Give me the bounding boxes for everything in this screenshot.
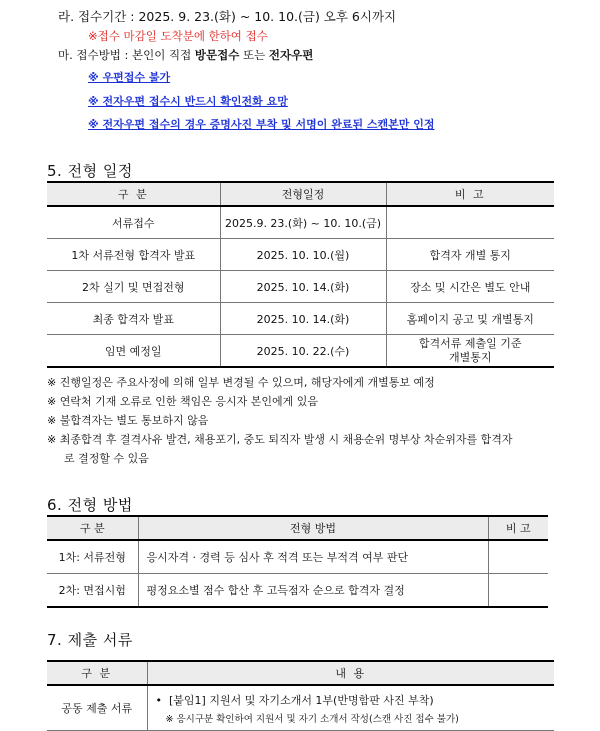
cell-category: 1차 서류전형 합격자 발표 (47, 239, 220, 271)
cell-remark: 장소 및 시간은 별도 안내 (386, 271, 554, 303)
table-row (47, 303, 554, 335)
method-mid: 또는 (239, 48, 269, 62)
header-category: 구 분 (47, 516, 138, 540)
table-row (47, 685, 554, 731)
cell-remark (488, 574, 548, 608)
cell-remark (386, 335, 554, 368)
cell-remark: 합격자 개별 통지 (386, 239, 554, 271)
cell-doc-content (147, 685, 554, 731)
method-table (47, 515, 548, 608)
cell-date: 2025. 10. 14.(화) (220, 303, 386, 335)
note-no-mail: ※ 우편접수 불가 (88, 71, 171, 84)
cell-date: 2025.9. 23.(화) ~ 10. 10.(금) (220, 206, 386, 239)
cell-doc-category: 공동 제출 서류 (47, 685, 147, 731)
cell-date: 2025. 10. 14.(화) (220, 271, 386, 303)
cell-category: 서류접수 (47, 206, 220, 239)
section-method-heading: 6. 전형 방법 (47, 496, 133, 514)
header-remarks: 비 고 (386, 182, 554, 206)
table-row (47, 239, 554, 271)
section-documents-heading: 7. 제출 서류 (47, 631, 133, 649)
table-header-row (47, 661, 554, 685)
header-schedule: 전형일정 (220, 182, 386, 206)
doc-subnote: ※ 응시구분 확인하여 지원서 및 자기 소개서 작성(스캔 사진 접수 불가) (165, 713, 459, 725)
table-header-row (47, 516, 548, 540)
cell-remark (488, 540, 548, 574)
application-method (58, 47, 313, 63)
header-category: 구 분 (47, 182, 220, 206)
header-category: 구 분 (47, 661, 147, 685)
schedule-note-2: ※ 연락처 기재 오류로 인한 책임은 응시자 본인에게 있음 (47, 395, 318, 408)
cell-stage: 2차: 면접시험 (47, 574, 138, 608)
remark-line-2: 개별통지 (448, 350, 492, 364)
cell-method: 응시자격 · 경력 등 심사 후 적격 또는 부적격 여부 판단 (138, 540, 488, 574)
cell-stage: 1차: 서류전형 (47, 540, 138, 574)
table-row (47, 540, 548, 574)
header-remarks: 비 고 (488, 516, 548, 540)
schedule-note-4-cont: 로 결정할 수 있음 (64, 452, 149, 465)
table-header-row (47, 182, 554, 206)
method-prefix: 마. 접수방법 : 본인이 직접 (58, 48, 195, 62)
documents-table (47, 660, 554, 731)
header-method: 전형 방법 (138, 516, 488, 540)
method-email: 전자우편 (268, 48, 314, 62)
remark-line-1: 합격서류 제출일 기준 (418, 336, 522, 350)
schedule-note-3: ※ 불합격자는 별도 통보하지 않음 (47, 414, 209, 427)
cell-date: 2025. 10. 22.(수) (220, 335, 386, 368)
cell-category: 2차 실기 및 면접전형 (47, 271, 220, 303)
section-schedule-heading: 5. 전형 일정 (47, 162, 133, 180)
method-visit: 방문접수 (194, 48, 240, 62)
cell-method: 평정요소별 점수 합산 후 고득점자 순으로 합격자 결정 (138, 574, 488, 608)
doc-item: • [붙임1] 지원서 및 자기소개서 1부(반명함판 사진 부착) (155, 693, 434, 707)
cell-remark: 홈페이지 공고 및 개별통지 (386, 303, 554, 335)
table-row (47, 206, 554, 239)
schedule-table (47, 181, 554, 368)
table-row (47, 574, 548, 608)
application-period: 라. 접수기간 : 2025. 9. 23.(화) ~ 10. 10.(금) 오후 6시까지 (58, 9, 397, 24)
doc-item-text: [붙임1] 지원서 및 자기소개서 1부(반명함판 사진 부착) (168, 693, 434, 707)
note-confirm-call: ※ 전자우편 접수시 반드시 확인전화 요망 (88, 95, 288, 108)
cell-category: 임면 예정일 (47, 335, 220, 368)
schedule-note-4: ※ 최종합격 후 결격사유 발견, 채용포기, 중도 퇴직자 발생 시 채용순위 명부상 차순위자를 합격자 (47, 433, 513, 446)
deadline-note: ※접수 마감일 도착분에 한하여 접수 (88, 29, 268, 43)
table-row (47, 271, 554, 303)
note-scan-only: ※ 전자우편 접수의 경우 증명사진 부착 및 서명이 완료된 스캔본만 인정 (88, 118, 435, 131)
cell-date: 2025. 10. 10.(월) (220, 239, 386, 271)
table-row (47, 335, 554, 368)
cell-remark (386, 206, 554, 239)
cell-category: 최종 합격자 발표 (47, 303, 220, 335)
schedule-note-1: ※ 진행일정은 주요사정에 의해 일부 변경될 수 있으며, 해당자에게 개별통보 예정 (47, 376, 435, 389)
header-content: 내 용 (147, 661, 554, 685)
